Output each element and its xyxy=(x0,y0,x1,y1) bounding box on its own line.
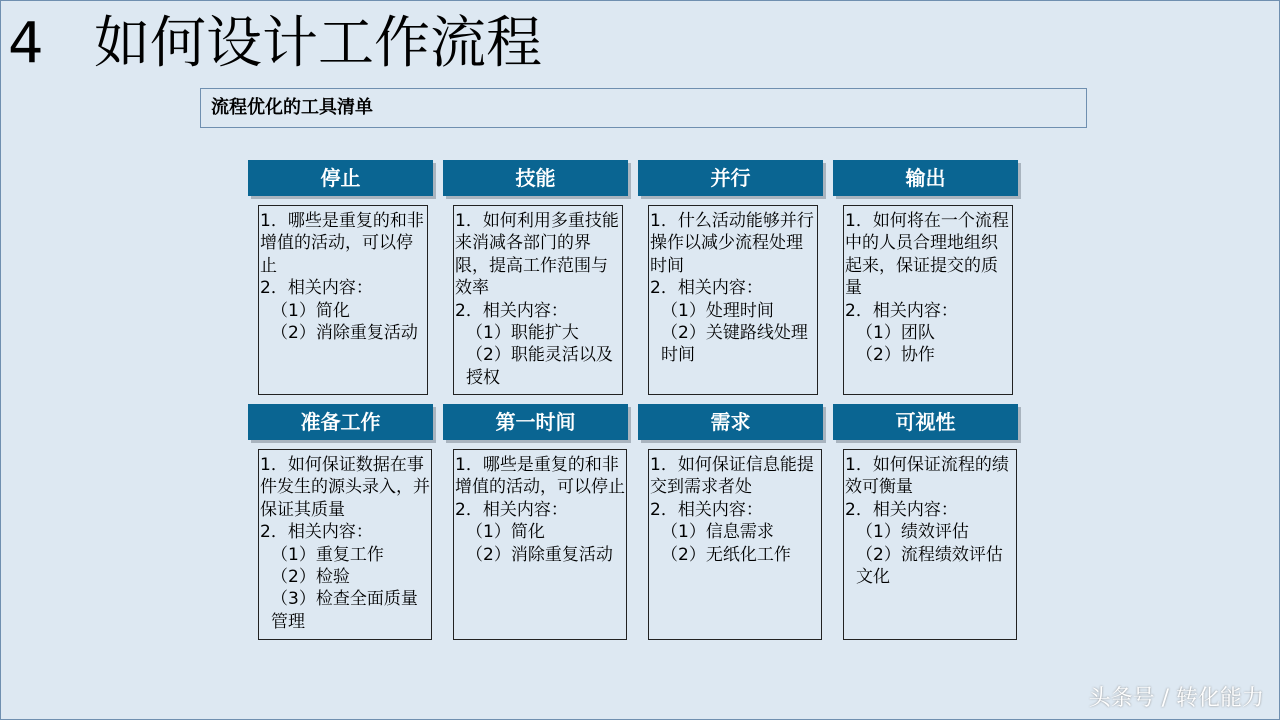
card-body xyxy=(453,449,627,640)
card-line: 2．相关内容： xyxy=(845,499,958,520)
watermark: 头条号 / 转化能力 xyxy=(1088,686,1264,711)
card-heading: 停止 xyxy=(248,160,433,196)
card-line: 1．如何保证数据在事件发生的源头录入，并保证其质量 xyxy=(260,455,430,520)
page-title xyxy=(8,6,542,82)
card-heading: 并行 xyxy=(638,160,823,196)
card-heading: 第一时间 xyxy=(443,404,628,440)
card-line: （2）无纸化工作 xyxy=(661,544,791,565)
card-heading: 技能 xyxy=(443,160,628,196)
card-line: 1．如何将在一个流程中的人员合理地组织起来，保证提交的质量 xyxy=(845,211,1009,299)
card-heading: 准备工作 xyxy=(248,404,433,440)
card-line: （2）关键路线处理时间 xyxy=(661,323,808,366)
card-line: 2．相关内容： xyxy=(455,499,568,520)
card-line: 1．如何保证信息能提交到需求者处 xyxy=(650,455,814,498)
subtitle-box: 流程优化的工具清单 xyxy=(200,88,1087,128)
card-line: 2．相关内容： xyxy=(650,278,763,299)
card-line: （2）消除重复活动 xyxy=(466,544,613,565)
card-line: 1．哪些是重复的和非增值的活动，可以停止 xyxy=(455,455,625,498)
card-line: 1．如何保证流程的绩效可衡量 xyxy=(845,455,1009,498)
section-number: 4 xyxy=(8,11,44,76)
title-text: 如何设计工作流程 xyxy=(94,11,542,76)
card-line: （2）检验 xyxy=(271,567,350,588)
card-line: （1）简化 xyxy=(466,522,545,543)
card-line: （1）团队 xyxy=(856,323,935,344)
card-heading: 需求 xyxy=(638,404,823,440)
card-line: 2．相关内容： xyxy=(455,300,568,321)
card-line: （1）绩效评估 xyxy=(856,522,969,543)
card-line: 1．哪些是重复的和非增值的活动，可以停止 xyxy=(260,211,424,276)
card-body xyxy=(648,449,822,640)
card-body xyxy=(648,205,818,395)
card-body xyxy=(843,449,1017,640)
card-line: （2）消除重复活动 xyxy=(271,323,418,344)
card-line: （3）检查全面质量管理 xyxy=(271,589,418,632)
card-line: （1）重复工作 xyxy=(271,544,384,565)
card-line: （2）流程绩效评估文化 xyxy=(856,544,1003,588)
card-body xyxy=(258,449,432,640)
card-line: 2．相关内容： xyxy=(260,522,373,543)
card-line: （1）信息需求 xyxy=(661,522,774,543)
card-line: 2．相关内容： xyxy=(260,278,373,299)
card-line: （2）协作 xyxy=(856,345,935,366)
card-line: （2）职能灵活以及授权 xyxy=(466,345,613,388)
card-line: 2．相关内容： xyxy=(650,499,763,520)
card-line: 2．相关内容： xyxy=(845,300,958,321)
card-line: 1．如何利用多重技能来消减各部门的界限，提高工作范围与效率 xyxy=(455,211,619,299)
card-line: （1）职能扩大 xyxy=(466,323,579,344)
card-body xyxy=(843,205,1013,395)
card-body xyxy=(453,205,623,395)
card-heading: 可视性 xyxy=(833,404,1018,440)
card-heading: 输出 xyxy=(833,160,1018,196)
card-line: （1）处理时间 xyxy=(661,300,774,321)
card-line: 1．什么活动能够并行操作以减少流程处理时间 xyxy=(650,211,814,276)
card-line: （1）简化 xyxy=(271,300,350,321)
card-body xyxy=(258,205,428,395)
